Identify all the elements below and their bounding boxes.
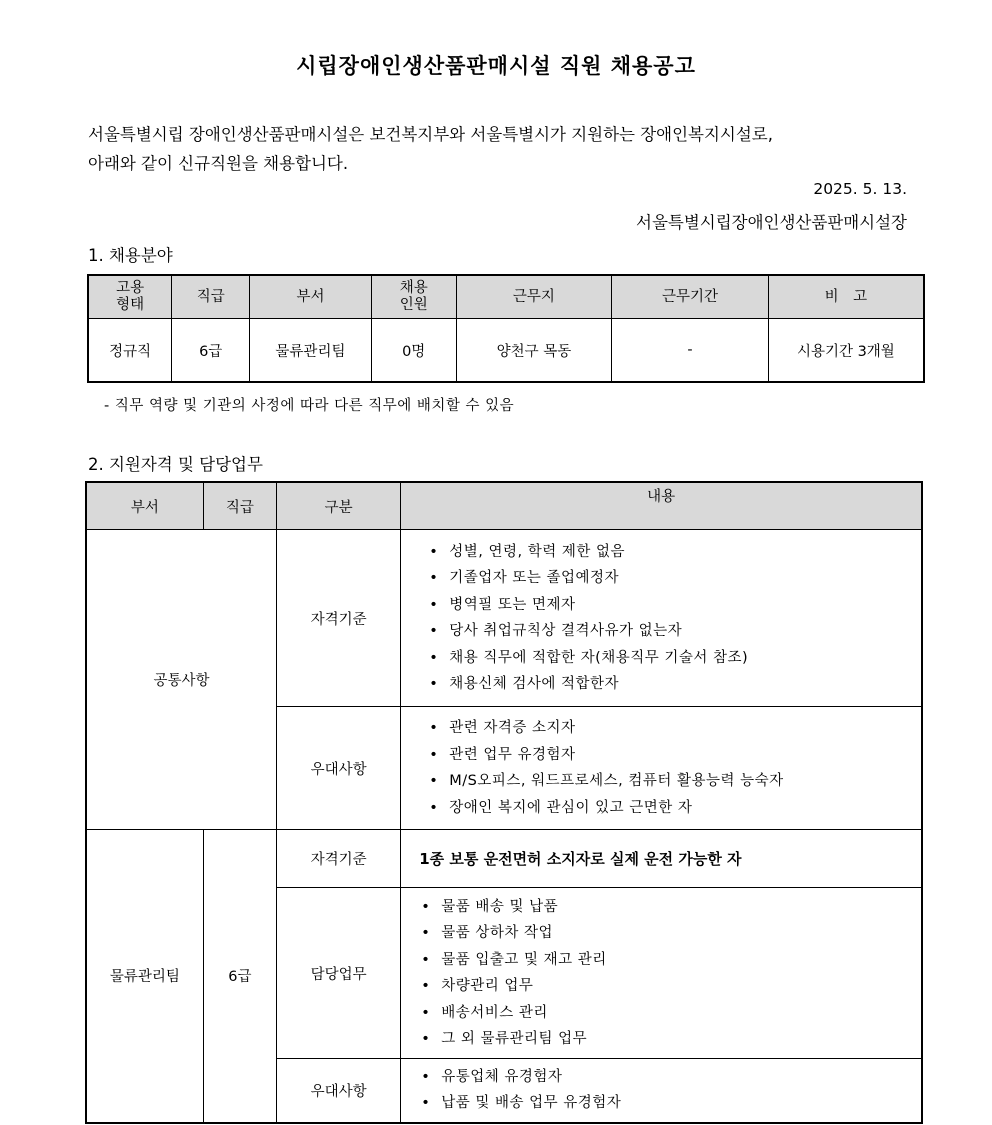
list-item: • 성별, 연령, 학력 제한 없음 xyxy=(429,539,921,566)
recruitment-field-table xyxy=(87,274,925,383)
list-item: • 관련 업무 유경험자 xyxy=(429,742,921,769)
qualification-duty-table xyxy=(85,481,923,1124)
table-header-row xyxy=(88,275,924,319)
cell-work-period: - xyxy=(612,319,769,383)
logistics-duty-label: 담당업무 xyxy=(276,888,400,1059)
common-pref-list xyxy=(401,715,921,821)
header-department: 부서 xyxy=(250,275,372,319)
header-department: 부서 xyxy=(86,482,203,530)
list-item: • 배송서비스 관리 xyxy=(421,1000,921,1027)
logistics-qual-text: 1종 보통 운전면허 소지자로 실제 운전 가능한 자 xyxy=(401,830,922,888)
list-item: • 물품 상하차 작업 xyxy=(421,920,921,947)
header-work-period: 근무기간 xyxy=(612,275,769,319)
page-title: 시립장애인생산품판매시설 직원 채용공고 xyxy=(296,54,696,78)
list-item: • M/S오피스, 워드프로세스, 컴퓨터 활용능력 능숙자 xyxy=(429,768,921,795)
logistics-grade: 6급 xyxy=(203,830,276,1123)
logistics-pref-label: 우대사항 xyxy=(276,1059,400,1123)
table-row xyxy=(86,530,922,707)
header-remarks: 비 고 xyxy=(768,275,924,319)
header-category: 구분 xyxy=(276,482,400,530)
list-item: • 물품 배송 및 납품 xyxy=(421,894,921,921)
table-row xyxy=(88,319,924,383)
common-qual-content xyxy=(401,530,922,707)
common-label: 공통사항 xyxy=(86,530,276,830)
list-item: • 당사 취업규칙상 결격사유가 없는자 xyxy=(429,618,921,645)
header-content: 내용 xyxy=(401,482,922,530)
logistics-duty-list xyxy=(401,894,921,1053)
header-grade: 직급 xyxy=(172,275,250,319)
logistics-pref-content xyxy=(401,1059,922,1123)
table-row xyxy=(86,830,922,888)
list-item: • 채용 직무에 적합한 자(채용직무 기술서 참조) xyxy=(429,645,921,672)
header-grade: 직급 xyxy=(203,482,276,530)
section1-heading: 1. 채용분야 xyxy=(88,246,173,265)
list-item: • 유통업체 유경험자 xyxy=(421,1064,921,1091)
logistics-pref-list xyxy=(401,1064,921,1117)
header-headcount: 채용 인원 xyxy=(371,275,456,319)
cell-department: 물류관리팀 xyxy=(250,319,372,383)
list-item: • 장애인 복지에 관심이 있고 근면한 자 xyxy=(429,795,921,822)
section2-heading: 2. 지원자격 및 담당업무 xyxy=(88,455,263,474)
notice-date: 2025. 5. 13. xyxy=(813,180,907,198)
cell-remarks: 시용기간 3개월 xyxy=(768,319,924,383)
cell-headcount: 0명 xyxy=(371,319,456,383)
common-pref-label: 우대사항 xyxy=(276,707,400,830)
logistics-dept: 물류관리팀 xyxy=(86,830,203,1123)
logistics-duty-content xyxy=(401,888,922,1059)
logistics-qual-label: 자격기준 xyxy=(276,830,400,888)
list-item: • 기졸업자 또는 졸업예정자 xyxy=(429,565,921,592)
cell-employment-type: 정규직 xyxy=(88,319,172,383)
intro-line-2: 아래와 같이 신규직원을 채용합니다. xyxy=(88,154,349,173)
intro-line-1: 서울특별시립 장애인생산품판매시설은 보건복지부와 서울특별시가 지원하는 장애인복지시설로, xyxy=(88,125,773,144)
table-header-row xyxy=(86,482,922,530)
cell-workplace: 양천구 목동 xyxy=(456,319,612,383)
header-workplace: 근무지 xyxy=(456,275,612,319)
list-item: • 채용신체 검사에 적합한자 xyxy=(429,671,921,698)
common-qual-list xyxy=(401,539,921,698)
list-item: • 납품 및 배송 업무 유경험자 xyxy=(421,1090,921,1117)
common-qual-label: 자격기준 xyxy=(276,530,400,707)
cell-grade: 6급 xyxy=(172,319,250,383)
list-item: • 물품 입출고 및 재고 관리 xyxy=(421,947,921,974)
notice-signer: 서울특별시립장애인생산품판매시설장 xyxy=(636,213,907,232)
list-item: • 그 외 물류관리팀 업무 xyxy=(421,1026,921,1053)
common-pref-content xyxy=(401,707,922,830)
list-item: • 병역필 또는 면제자 xyxy=(429,592,921,619)
header-employment-type: 고용 형태 xyxy=(88,275,172,319)
list-item: • 차량관리 업무 xyxy=(421,973,921,1000)
section1-note: - 직무 역량 및 기관의 사정에 따라 다른 직무에 배치할 수 있음 xyxy=(104,398,515,414)
intro-paragraph xyxy=(88,120,918,178)
list-item: • 관련 자격증 소지자 xyxy=(429,715,921,742)
